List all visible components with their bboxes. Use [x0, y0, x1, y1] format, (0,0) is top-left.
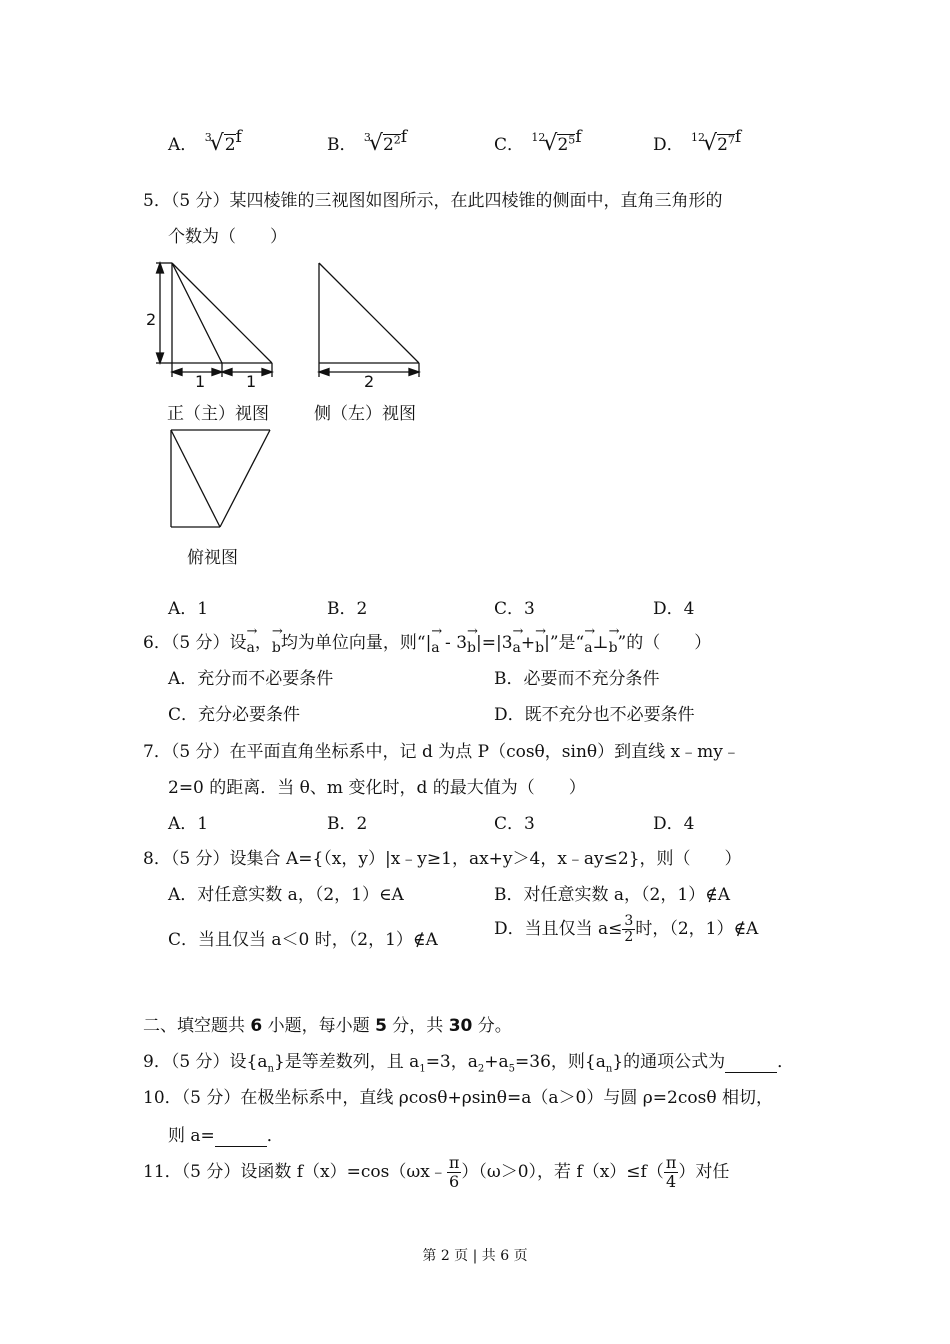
- vector-arrow-icon: →: [271, 624, 283, 639]
- vector-a-letter: a: [246, 640, 255, 656]
- option-label: A．: [168, 135, 198, 155]
- q4-option-d[interactable]: [653, 127, 742, 156]
- q9-end: ．: [777, 1052, 795, 1072]
- fraction: [622, 914, 635, 945]
- radical-tail: f: [575, 127, 582, 147]
- radical-index: 3: [363, 131, 371, 145]
- side-width-label: 2: [364, 372, 375, 391]
- option-label: B．: [327, 135, 357, 155]
- radical-tail: f: [235, 127, 242, 147]
- vector-b-letter: b: [271, 640, 281, 656]
- q6-stem: [143, 624, 712, 656]
- fraction-numerator: 3: [624, 913, 634, 929]
- radical-tail: f: [400, 127, 408, 147]
- q7-stem-line1: 7．（5 分）在平面直角坐标系中，记 d 为点 P（cosθ，sinθ）到直线 x﹣my﹣: [143, 742, 740, 762]
- vector-b: [467, 624, 478, 656]
- q6-option-a[interactable]: A．充分而不必要条件: [168, 669, 334, 689]
- page-number: 2: [440, 1248, 450, 1264]
- section-2-heading: [143, 1011, 512, 1036]
- q6-comma: ，: [254, 633, 272, 653]
- vector-b: [271, 624, 283, 656]
- q6-minus3: - 3: [439, 633, 468, 653]
- q6-option-c[interactable]: C．充分必要条件: [168, 705, 301, 725]
- q4-option-c[interactable]: [494, 127, 582, 156]
- footer-text: 页: [509, 1248, 528, 1264]
- radical-exponent: 2: [393, 133, 401, 147]
- q8-option-d-tail: 时，（2，1）∉A: [635, 919, 759, 939]
- page-footer: [0, 1245, 950, 1265]
- q5-option-c[interactable]: C．3: [494, 599, 535, 619]
- total-pages: 6: [500, 1248, 510, 1264]
- radical-expression: [529, 127, 582, 156]
- q6-text-4: ”的（ ）: [617, 633, 712, 653]
- vector-a-letter: a: [512, 640, 521, 656]
- section-heading-text: 分，共: [386, 1016, 449, 1036]
- radical-index: 12: [531, 131, 546, 145]
- q7-option-c[interactable]: C．3: [494, 814, 535, 834]
- q8-option-d[interactable]: [494, 914, 758, 945]
- top-view-caption: 俯视图: [187, 548, 238, 568]
- q7-option-a[interactable]: A．1: [168, 814, 209, 834]
- footer-text: 第: [422, 1248, 441, 1264]
- question-count: 6: [250, 1016, 263, 1036]
- subscript: 5: [508, 1063, 516, 1075]
- q7-option-b[interactable]: B．2: [327, 814, 368, 834]
- fraction-denominator: 2: [624, 929, 634, 945]
- q6-plus: +: [520, 633, 536, 653]
- front-view-figure: [156, 263, 272, 377]
- vector-a: [584, 624, 596, 656]
- points-total: 30: [448, 1016, 473, 1036]
- vector-arrow-icon: →: [246, 624, 258, 639]
- radical-expression: [689, 127, 742, 156]
- fraction: [447, 1154, 462, 1191]
- q9-stem: [143, 1047, 794, 1074]
- fraction-numerator: π: [448, 1153, 460, 1172]
- front-height-label: 2: [146, 310, 157, 329]
- q7-stem-line2: 2=0 的距离．当 θ、m 变化时，d 的最大值为（ ）: [168, 778, 586, 798]
- front-width-label-1: 1: [195, 372, 206, 391]
- subscript: 2: [477, 1063, 485, 1075]
- vector-arrow-icon: →: [608, 624, 620, 639]
- perpendicular-symbol: ⊥: [592, 633, 609, 653]
- q6-text-1: 均为单位向量，则“|: [280, 633, 432, 653]
- radical-tail: f: [734, 127, 742, 147]
- q5-stem-line1: 5．（5 分）某四棱锥的三视图如图所示，在此四棱锥的侧面中，直角三角形的: [143, 191, 723, 211]
- vector-arrow-icon: →: [584, 624, 596, 639]
- q10-stem-line2: [168, 1121, 284, 1147]
- vector-b-letter: b: [467, 640, 476, 656]
- q5-option-b[interactable]: B．2: [327, 599, 368, 619]
- side-view-caption: 侧（左）视图: [314, 404, 416, 424]
- radical-exponent: 5: [568, 133, 576, 147]
- radical-index: 12: [691, 131, 706, 145]
- subscript: 1: [419, 1063, 426, 1075]
- section-heading-text: 分。: [472, 1016, 512, 1036]
- q8-option-a[interactable]: A．对任意实数 a，（2，1）∈A: [168, 885, 404, 905]
- q6-option-d[interactable]: D．既不充分也不必要条件: [494, 705, 695, 725]
- q4-option-b[interactable]: [327, 127, 408, 156]
- q8-stem: 8．（5 分）设集合 A={（x，y）|x﹣y≥1，ax+y＞4，x﹣ay≤2}，则（ ）: [143, 849, 742, 869]
- vector-arrow-icon: →: [512, 624, 524, 639]
- q8-option-b[interactable]: B．对任意实数 a，（2，1）∉A: [494, 885, 731, 905]
- radical-exponent: 7: [727, 133, 735, 147]
- section-heading-text: 小题，每小题: [262, 1016, 376, 1036]
- radical-base: 2: [717, 135, 728, 155]
- q6-text-2: |=|3: [476, 633, 513, 653]
- radical-base: 2: [224, 135, 236, 155]
- section-heading-text: 二、填空题共: [143, 1016, 251, 1036]
- footer-text: 页 | 共: [449, 1248, 501, 1264]
- q10-text: 则 a=: [168, 1126, 215, 1146]
- q9-text: +a: [484, 1052, 509, 1072]
- vector-a: [431, 624, 443, 656]
- fraction: [664, 1154, 679, 1191]
- radical-sign-icon: √: [703, 131, 718, 156]
- vector-arrow-icon: →: [431, 624, 443, 639]
- vector-a-letter: a: [431, 640, 440, 656]
- q11-text: ）（ω＞0），若 f（x）≤f（: [461, 1162, 664, 1182]
- q5-option-d[interactable]: D．4: [653, 599, 695, 619]
- q6-prefix: 6．（5 分）设: [143, 633, 247, 653]
- q5-option-a[interactable]: A．1: [168, 599, 209, 619]
- points-each: 5: [375, 1016, 387, 1036]
- top-view-figure: [171, 430, 270, 527]
- radical-body: [383, 134, 401, 155]
- q6-text-3: |”是“: [544, 633, 585, 653]
- vector-b: [608, 624, 620, 656]
- vector-b-letter: b: [535, 640, 545, 656]
- q9-text: =3，a: [425, 1052, 478, 1072]
- option-label: D．: [653, 135, 684, 155]
- vector-a: [246, 624, 258, 656]
- vector-a: [512, 624, 524, 656]
- subscript: n: [605, 1063, 613, 1075]
- answer-blank[interactable]: [215, 1126, 267, 1147]
- q9-text: }是等差数列，且 a: [273, 1052, 420, 1072]
- side-view-figure: [319, 263, 419, 377]
- radical-sign-icon: √: [209, 131, 224, 156]
- radical-base: 2: [382, 135, 394, 155]
- q9-text: 9．（5 分）设{a: [143, 1052, 268, 1072]
- fraction-denominator: 6: [448, 1172, 460, 1191]
- answer-blank[interactable]: [725, 1052, 777, 1073]
- option-label: C．: [494, 135, 525, 155]
- q8-option-c[interactable]: C．当且仅当 a＜0 时，（2，1）∉A: [168, 930, 438, 950]
- q8-option-d-text: D．当且仅当 a≤: [494, 919, 623, 939]
- radical-base: 2: [557, 135, 569, 155]
- vector-arrow-icon: →: [535, 624, 547, 639]
- vector-b-letter: b: [608, 640, 618, 656]
- radical-expression: [203, 127, 242, 156]
- q11-stem: [143, 1154, 729, 1191]
- q5-stem-line2: 个数为（ ）: [168, 227, 287, 247]
- q10-end: ．: [266, 1126, 284, 1146]
- radical-sign-icon: √: [368, 131, 383, 156]
- fraction-numerator: π: [665, 1153, 677, 1172]
- radical-index: 3: [204, 131, 212, 145]
- q9-text: }的通项公式为: [612, 1052, 726, 1072]
- q9-text: =36，则{a: [515, 1052, 606, 1072]
- q7-option-d[interactable]: D．4: [653, 814, 695, 834]
- vector-a-letter: a: [584, 640, 593, 656]
- subscript: n: [267, 1063, 274, 1075]
- q11-text: ）对任: [678, 1162, 730, 1182]
- q11-text: 11．（5 分）设函数 f（x）=cos（ωx﹣: [143, 1162, 447, 1182]
- radical-body: [717, 134, 735, 155]
- vector-b: [535, 624, 547, 656]
- front-width-label-2: 1: [246, 372, 257, 391]
- fraction-denominator: 4: [665, 1172, 677, 1191]
- radical-expression: [362, 127, 408, 156]
- vector-arrow-icon: →: [467, 624, 478, 639]
- front-view-caption: 正（主）视图: [167, 404, 269, 424]
- radical-body: [557, 134, 575, 155]
- q4-option-a[interactable]: [168, 127, 242, 156]
- q6-option-b[interactable]: B．必要而不充分条件: [494, 669, 660, 689]
- q10-stem-line1: 10．（5 分）在极坐标系中，直线 ρcosθ+ρsinθ=a（a＞0）与圆 ρ=2cosθ 相切，: [143, 1088, 773, 1108]
- radical-sign-icon: √: [543, 131, 558, 156]
